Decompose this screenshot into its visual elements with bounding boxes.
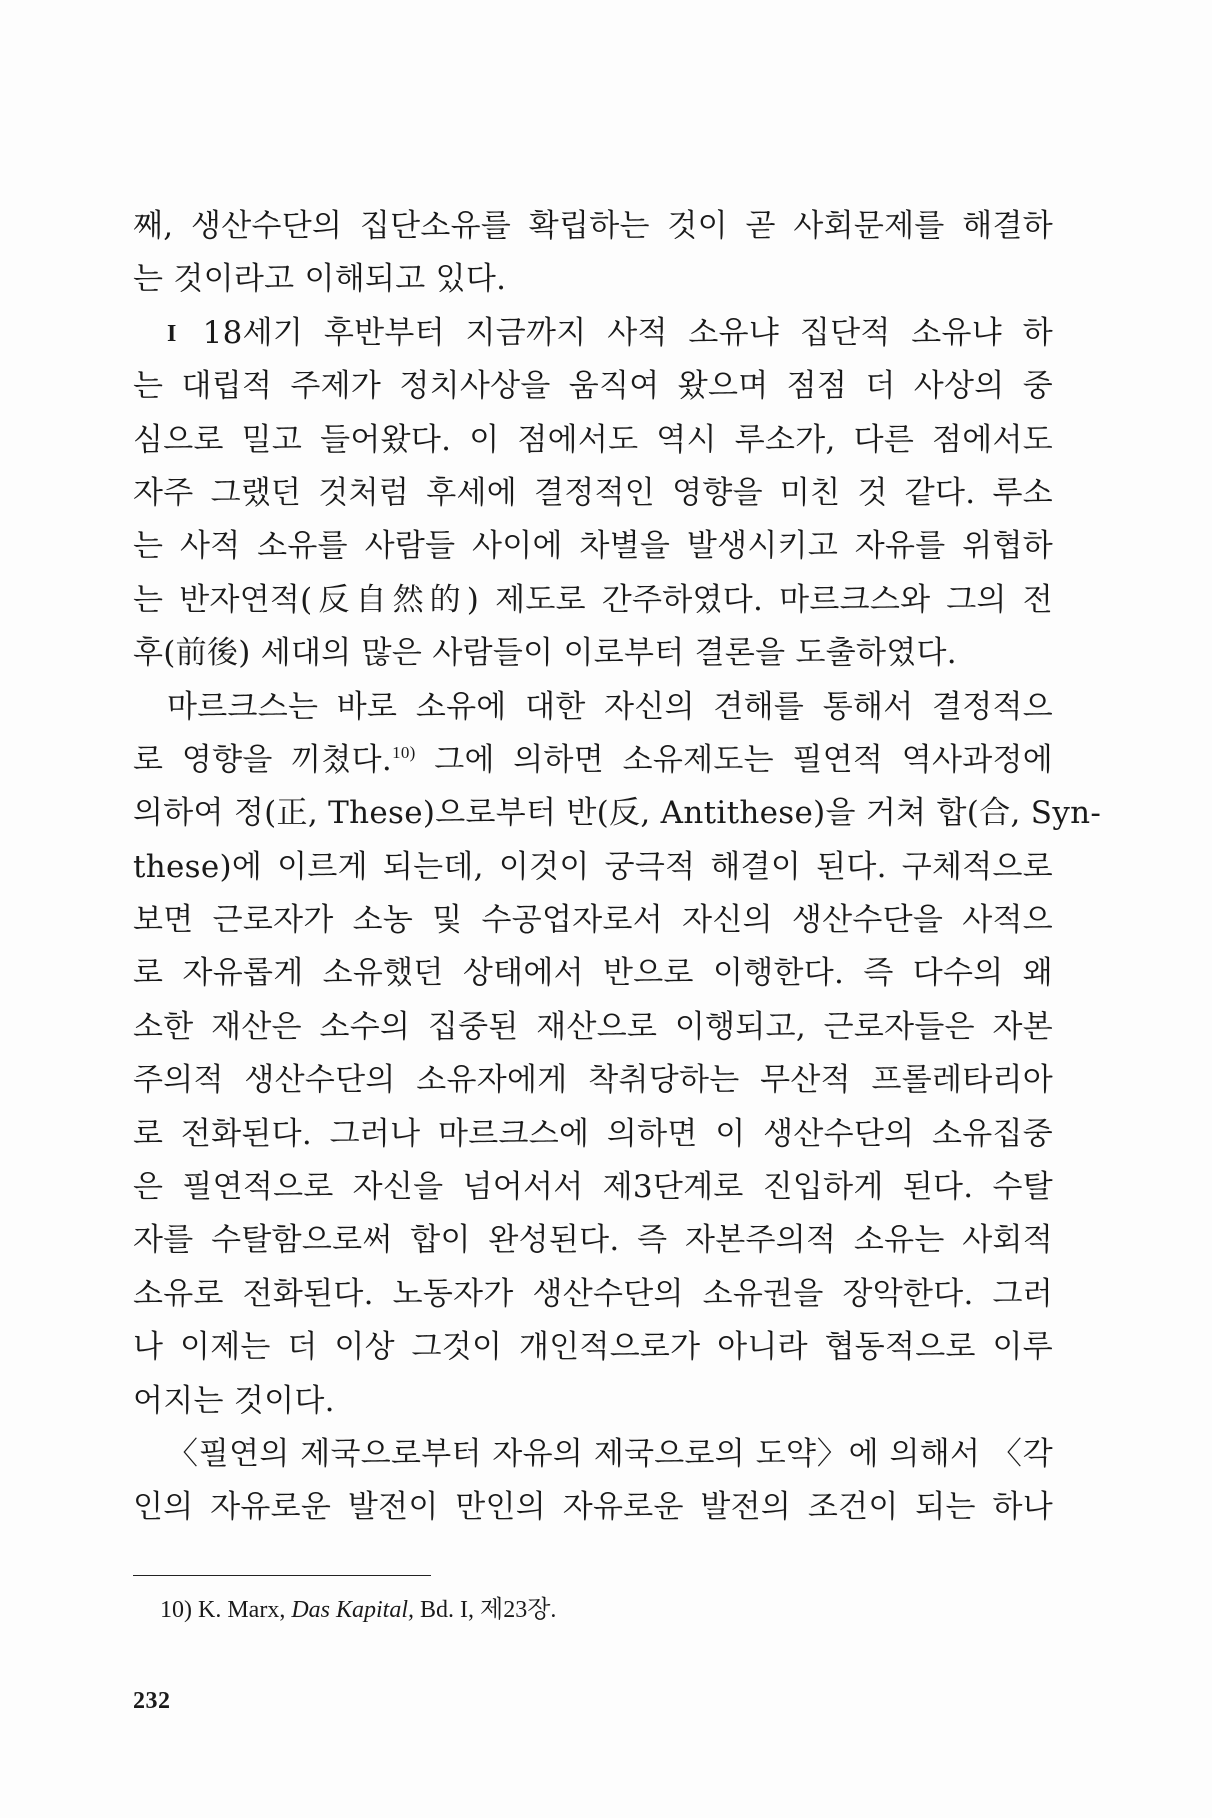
text-line: 주의적 생산수단의 소유자에게 착취당하는 무산적 프롤레타리아 (133, 1062, 1053, 1099)
footnote-detail: Bd. I, 제23장. (420, 1597, 557, 1623)
text-line: 은 필연적으로 자신을 넘어서서 제3단계로 진입하게 된다. 수탈 (133, 1169, 1053, 1206)
text-line: 자주 그랬던 것처럼 후세에 결정적인 영향을 미친 것 같다. 루소 (133, 474, 1053, 511)
text-line: 나 이제는 더 이상 그것이 개인적으로가 아니라 협동적으로 이루 (133, 1329, 1053, 1366)
text-line: 소유로 전화된다. 노동자가 생산수단의 소유권을 장악한다. 그러 (133, 1275, 1053, 1312)
text-line: 어지는 것이다. (133, 1382, 335, 1419)
text-line-content: 18세기 후반부터 지금까지 사적 소유냐 집단적 소유냐 하 (202, 314, 1053, 351)
body-text (133, 200, 1102, 1535)
footnote-author: K. Marx, (198, 1597, 286, 1623)
footnote-reference: 10) (392, 742, 416, 762)
footnote-work-title: Das Kapital, (291, 1597, 415, 1623)
text-line-content: 로 영향을 끼쳤다. (133, 741, 393, 778)
text-line: these)에 이르게 되는데, 이것이 궁극적 해결이 된다. 구체적으로 (133, 848, 1053, 885)
text-line-content: 그에 의하면 소유제도는 필연적 역사과정에 (434, 741, 1054, 778)
text-line (133, 307, 1053, 360)
footnote-divider (133, 1575, 431, 1576)
text-line: 는 반자연적(反自然的) 제도로 간주하였다. 마르크스와 그의 전 (133, 581, 1053, 618)
text-line: 는 것이라고 이해되고 있다. (133, 261, 507, 298)
text-line: 심으로 밀고 들어왔다. 이 점에서도 역시 루소가, 다른 점에서도 (133, 421, 1053, 458)
text-line: 〈필연의 제국으로부터 자유의 제국으로의 도약〉에 의해서 〈각 (167, 1435, 1053, 1472)
text-line (133, 734, 1053, 787)
text-line: 후(前後) 세대의 많은 사람들이 이로부터 결론을 도출하였다. (133, 635, 957, 672)
text-line: 마르크스는 바로 소유에 대한 자신의 견해를 통해서 결정적으 (167, 688, 1053, 725)
text-line: 는 사적 소유를 사람들 사이에 차별을 발생시키고 자유를 위협하 (133, 528, 1053, 565)
footnote-number: 10) (160, 1597, 192, 1623)
text-line: 소한 재산은 소수의 집중된 재산으로 이행되고, 근로자들은 자본 (133, 1008, 1053, 1045)
page-number: 232 (133, 1688, 171, 1714)
text-line: 의하여 정(正, These)으로부터 반(反, Antithese)을 거쳐 합(合, Syn- (133, 795, 1102, 832)
section-marker: I (167, 320, 177, 347)
text-line: 로 자유롭게 소유했던 상태에서 반으로 이행한다. 즉 다수의 왜 (133, 955, 1053, 992)
footnote (160, 1594, 556, 1626)
text-line: 인의 자유로운 발전이 만인의 자유로운 발전의 조건이 되는 하나 (133, 1489, 1053, 1526)
text-line: 째, 생산수단의 집단소유를 확립하는 것이 곧 사회문제를 해결하 (133, 208, 1053, 244)
text-line: 보면 근로자가 소농 및 수공업자로서 자신의 생산수단을 사적으 (133, 902, 1053, 939)
text-line: 자를 수탈함으로써 합이 완성된다. 즉 자본주의적 소유는 사회적 (133, 1222, 1053, 1259)
text-line: 로 전화된다. 그러나 마르크스에 의하면 이 생산수단의 소유집중 (133, 1115, 1053, 1152)
text-line: 는 대립적 주제가 정치사상을 움직여 왔으며 점점 더 사상의 중 (133, 368, 1053, 405)
